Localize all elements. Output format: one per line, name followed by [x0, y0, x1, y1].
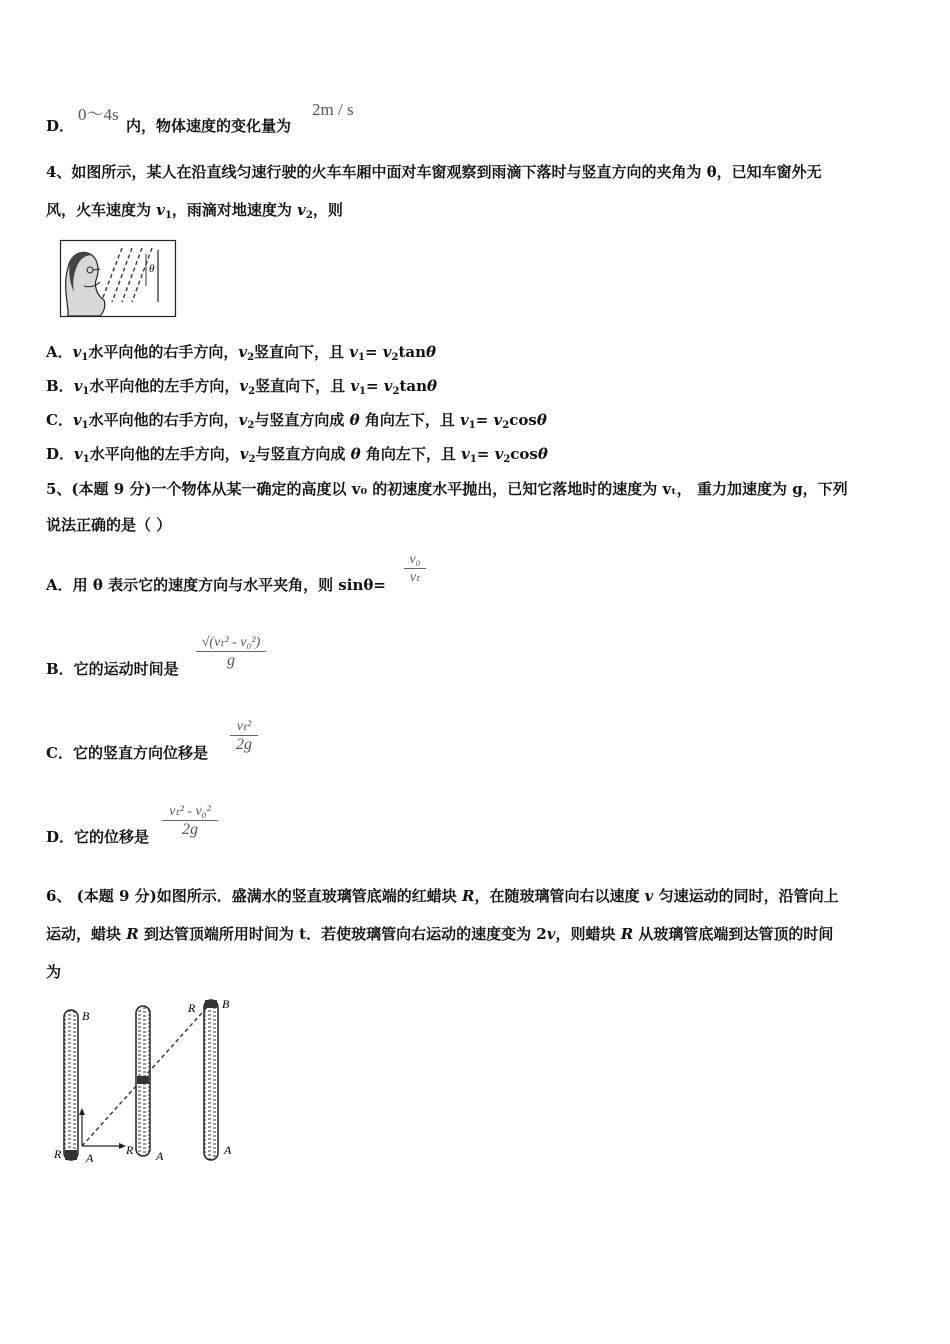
label-r-2: R: [126, 1143, 134, 1157]
label-b-3: B: [222, 997, 230, 1011]
q4-stem-line1: 4、如图所示，某人在沿直线匀速行驶的火车车厢中面对车窗观察到雨滴下落时与竖直方向的夹角为 θ，已知车窗外无: [46, 163, 822, 181]
q3-option-d: [46, 116, 74, 136]
q5-stem-line1: 5、(本题 9 分)一个物体从某一确定的高度以 v₀ 的初速度水平抛出，已知它落地时的速度为 vₜ， 重力加速度为 g，下列: [46, 480, 848, 498]
fraction-b: $\frac{\text{√(vₜ² - v₀²)}}{g}$: [196, 634, 266, 670]
label-r-1: R: [54, 1147, 62, 1161]
q5-option-b: B．它的运动时间是: [46, 660, 179, 678]
q6-figure-tubes: [52, 994, 252, 1174]
q6-stem-line3: 为: [46, 963, 62, 981]
q4-option-d: D．$v_1$水平向他的左手方向，$v_2$与竖直方向成 θ 角向左下，且 $v_1= v_2\cos\theta$: [46, 445, 548, 465]
q3-option-d-text: 内，物体速度的变化量为: [126, 117, 292, 135]
option-label: D．: [46, 117, 75, 135]
q4-figure-window: [60, 240, 178, 318]
q5-stem-line2: 说法正确的是（ ）: [46, 516, 172, 534]
math-velocity-change: 2m / s: [312, 100, 354, 119]
q5-option-c: C．它的竖直方向位移是: [46, 744, 208, 762]
q4-option-b: B．$v_1$水平向他的左手方向，$v_2$竖直向下，且 $v_1= v_2\tan\theta$: [46, 377, 438, 397]
q5-option-a: A．用 θ 表示它的速度方向与水平夹角，则 sinθ=: [46, 576, 386, 594]
q4-stem-line2: 风，火车速度为 $v_1$，雨滴对地速度为 $v_2$，则: [46, 201, 343, 221]
fraction-a: $\frac{\text{v₀}}{\text{vₜ}}$: [404, 552, 426, 586]
label-b-1: B: [82, 1009, 90, 1023]
label-a-2: A: [156, 1149, 164, 1163]
label-a-3: A: [224, 1143, 232, 1157]
label-a-1: A: [86, 1151, 94, 1165]
fraction-d: $\frac{\text{vₜ² - v₀²}}{2g}$: [162, 803, 218, 839]
q5-option-d: D．它的位移是: [46, 828, 150, 846]
q6-stem-line1: 6、 (本题 9 分)如图所示．盛满水的竖直玻璃管底端的红蜡块 R，在随玻璃管向右以速度 v 匀速运动的同时，沿管向上: [46, 887, 839, 905]
theta-label: θ: [149, 263, 155, 275]
fraction-c: $\frac{\text{vₜ²}}{2g}$: [230, 718, 258, 754]
q6-stem-line2: 运动，蜡块 R 到达管顶端所用时间为 t．若使玻璃管向右运动的速度变为 2v，则蜡块 R 从玻璃管底端到达管顶的时间: [46, 925, 834, 943]
q4-option-a: A．$v_1$水平向他的右手方向，$v_2$竖直向下，且 $v_1= v_2\tan\theta$: [46, 343, 437, 363]
math-time-range: 0～4s: [78, 105, 119, 124]
q4-option-c: C．$v_1$水平向他的右手方向，$v_2$与竖直方向成 θ 角向左下，且 $v_1= v_2\cos\theta$: [46, 411, 547, 431]
label-r-3: R: [188, 1001, 196, 1015]
